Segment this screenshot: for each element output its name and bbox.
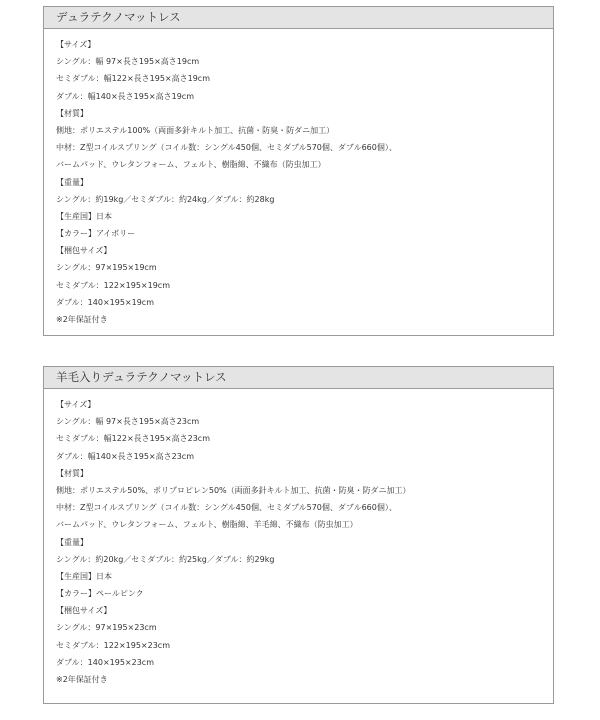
spec-line-size-double: ダブル：幅140×長さ195×高さ23cm bbox=[56, 451, 194, 461]
spec-line-material-filling: 中材：Z型コイルスプリング（コイル数：シングル450個、セミダブル570個、ダブル660個）、 bbox=[56, 503, 397, 513]
spec-box-title: デュラテクノマットレス bbox=[44, 7, 553, 29]
spec-box-body bbox=[44, 29, 553, 328]
spec-line-package-double: ダブル：140×195×19cm bbox=[56, 297, 154, 307]
spec-box-wool-dura-techno bbox=[43, 366, 554, 704]
spec-line-material-fabric: 側地：ポリエステル50%、ポリプロピレン50%（両面多針キルト加工、抗菌・防臭・防ダニ加工） bbox=[56, 485, 411, 495]
spec-line-package-single: シングル：97×195×23cm bbox=[56, 623, 157, 633]
spec-line-size-semidouble: セミダブル：幅122×長さ195×高さ19cm bbox=[56, 74, 210, 84]
spec-heading-package: 【梱包サイズ】 bbox=[56, 246, 112, 256]
spec-heading-material: 【材質】 bbox=[56, 468, 88, 478]
spec-line-color: 【カラー】アイボリー bbox=[56, 229, 136, 239]
spec-heading-material: 【材質】 bbox=[56, 108, 88, 118]
spec-line-material-fabric: 側地：ポリエステル100%（両面多針キルト加工、抗菌・防臭・防ダニ加工） bbox=[56, 125, 335, 135]
spec-heading-weight: 【重量】 bbox=[56, 177, 88, 187]
spec-line-size-single: シングル：幅 97×長さ195×高さ23cm bbox=[56, 417, 200, 427]
spec-heading-size: 【サイズ】 bbox=[56, 400, 96, 409]
spec-line-package-semidouble: セミダブル：122×195×23cm bbox=[56, 640, 170, 650]
spec-line-material-filling-cont: バームパッド、ウレタンフォーム、フェルト、樹脂綿、羊毛綿、不織布（防虫加工） bbox=[56, 520, 358, 530]
spec-line-material-filling-cont: バームパッド、ウレタンフォーム、フェルト、樹脂綿、不織布（防虫加工） bbox=[56, 160, 326, 170]
spec-line-origin: 【生産国】日本 bbox=[56, 571, 112, 581]
spec-line-color: 【カラー】ペールピンク bbox=[56, 589, 144, 599]
spec-line-weight: シングル：約20kg／セミダブル：約25kg／ダブル：約29kg bbox=[56, 554, 275, 564]
spec-line-material-filling: 中材：Z型コイルスプリング（コイル数：シングル450個、セミダブル570個、ダブル660個）、 bbox=[56, 143, 397, 153]
spec-line-package-double: ダブル：140×195×23cm bbox=[56, 657, 154, 667]
spec-line-size-single: シングル：幅 97×長さ195×高さ19cm bbox=[56, 57, 200, 67]
spec-box-body bbox=[44, 389, 553, 688]
spec-line-size-semidouble: セミダブル：幅122×長さ195×高さ23cm bbox=[56, 434, 210, 444]
spec-line-package-single: シングル：97×195×19cm bbox=[56, 263, 157, 273]
spec-line-warranty: ※2年保証付き bbox=[56, 675, 108, 684]
spec-line-weight: シングル：約19kg／セミダブル：約24kg／ダブル：約28kg bbox=[56, 194, 275, 204]
spec-heading-size: 【サイズ】 bbox=[56, 40, 96, 49]
spec-line-package-semidouble: セミダブル：122×195×19cm bbox=[56, 280, 170, 290]
spec-box-dura-techno bbox=[43, 6, 554, 336]
spec-heading-weight: 【重量】 bbox=[56, 537, 88, 547]
spec-line-size-double: ダブル：幅140×長さ195×高さ19cm bbox=[56, 91, 194, 101]
spec-line-origin: 【生産国】日本 bbox=[56, 211, 112, 221]
spec-box-title: 羊毛入りデュラテクノマットレス bbox=[44, 367, 553, 389]
spec-heading-package: 【梱包サイズ】 bbox=[56, 606, 112, 616]
spec-line-warranty: ※2年保証付き bbox=[56, 315, 108, 324]
